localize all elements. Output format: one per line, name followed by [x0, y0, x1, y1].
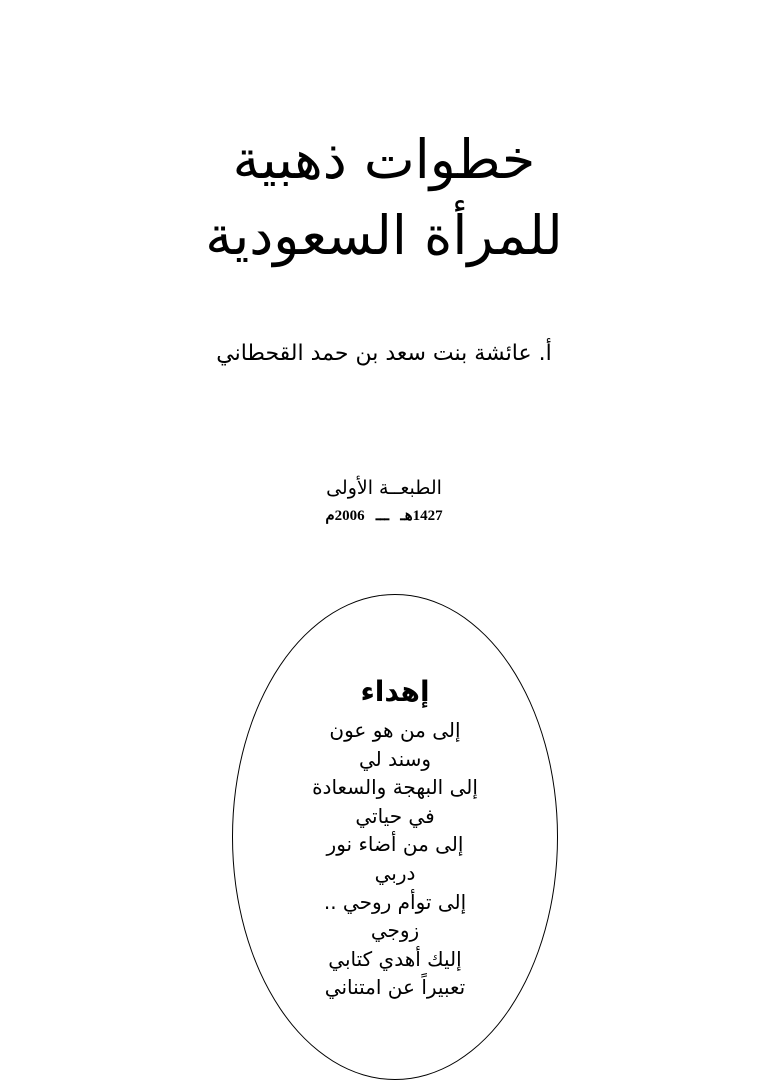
dedication-line: وسند لي — [358, 746, 432, 771]
edition-date: 1427هـ ـــ 2006م — [325, 508, 443, 524]
dedication-line: زوجي — [370, 918, 420, 943]
book-title-line-2: للمرأة السعودية — [205, 204, 563, 267]
author-name: أ. عائشة بنت سعد بن حمد القحطاني — [216, 341, 552, 366]
dedication-line: إلى من أضاء نور — [326, 832, 464, 857]
dedication-line: إلى البهجة والسعادة — [312, 775, 478, 800]
edition-label: الطبعــة الأولى — [326, 477, 442, 499]
book-title — [84, 122, 684, 274]
dedication-line: إلى من هو عون — [329, 718, 461, 742]
dedication-line: إليك أهدي كتابي — [328, 946, 462, 971]
dedication-line: دربي — [374, 860, 416, 885]
dedication-title: إهداء — [360, 675, 430, 708]
dedication-line: في حياتي — [355, 803, 435, 828]
dedication-line: تعبيراً عن امتناني — [324, 975, 466, 1000]
dedication-line: إلى توأم روحي .. — [323, 889, 467, 914]
dedication-text — [280, 716, 510, 1002]
book-title-line-1: خطوات ذهبية — [232, 128, 536, 191]
